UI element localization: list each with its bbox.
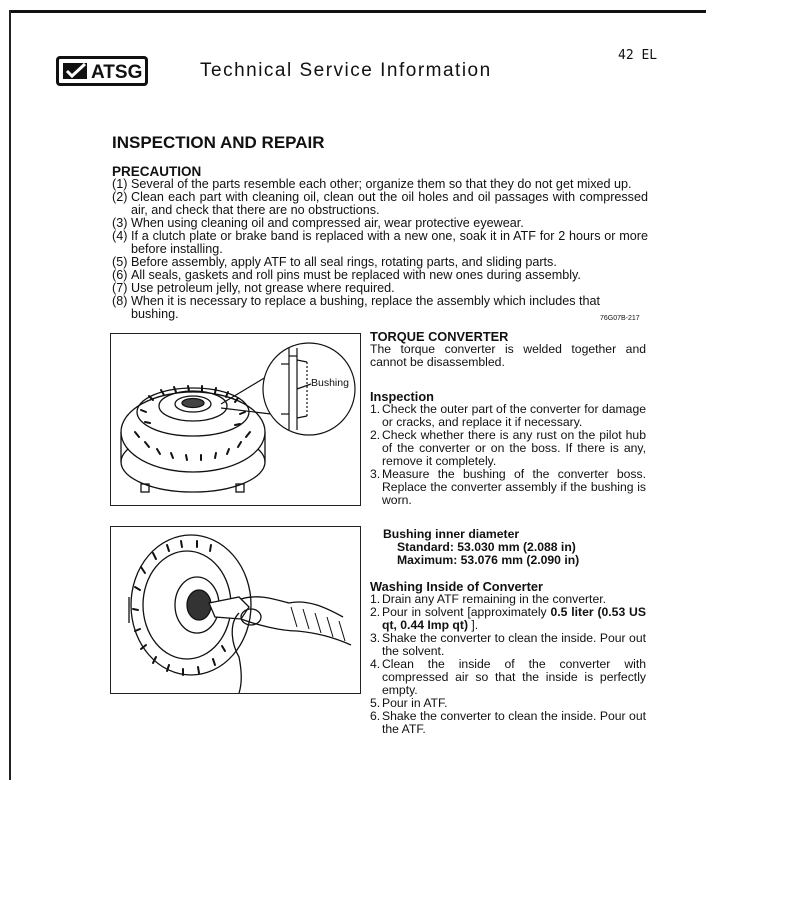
torque-converter-heading: TORQUE CONVERTER	[370, 329, 509, 344]
item-number: (5)	[112, 255, 128, 269]
section-title: INSPECTION AND REPAIR	[112, 133, 325, 152]
item-number: 3.	[370, 631, 381, 645]
item-text: Check the outer part of the converter for damage or cracks, and replace it if necessary.	[382, 402, 646, 429]
item-number: (4)	[112, 229, 128, 243]
item-number: 3.	[370, 467, 381, 481]
bushing-spec-maximum: Maximum: 53.076 mm (2.090 in)	[397, 553, 580, 567]
list-item	[370, 606, 646, 632]
item-number: 2.	[370, 605, 381, 619]
inspection-list	[370, 403, 646, 507]
item-text: When it is necessary to replace a bushing, replace the assembly which includes that bushing.	[131, 294, 601, 321]
item-text: Clean each part with cleaning oil, clean out the oil holes and oil passages with compressed air, and check that there are no obstructions.	[131, 190, 648, 217]
torque-converter-intro: The torque converter is welded together and cannot be disassembled.	[370, 342, 646, 369]
precaution-list	[112, 178, 648, 321]
item-number: (1)	[112, 177, 128, 191]
item-number: (2)	[112, 190, 128, 204]
top-border-line	[10, 10, 706, 13]
item-text: Shake the converter to clean the inside. Pour out the solvent.	[382, 631, 646, 658]
item-text: If a clutch plate or brake band is replaced with a new one, soak it in ATF for 2 hours or more before installing.	[131, 229, 648, 256]
item-number: 5.	[370, 696, 381, 710]
item-number: 1.	[370, 402, 381, 416]
item-number: 6.	[370, 709, 381, 723]
item-number: (6)	[112, 268, 128, 282]
bushing-spec	[370, 528, 646, 567]
reference-code: 76G07B-217	[600, 315, 640, 322]
bushing-spec-standard: Standard: 53.030 mm (2.088 in)	[397, 540, 576, 554]
item-text: When using cleaning oil and compressed air, wear protective eyewear.	[131, 216, 524, 230]
torque-converter-section	[370, 330, 646, 736]
inspection-heading: Inspection	[370, 389, 434, 404]
item-number: (8)	[112, 294, 128, 308]
washing-converter-figure	[110, 526, 361, 694]
precaution-heading: PRECAUTION	[112, 164, 202, 179]
torque-converter-figure	[110, 333, 361, 506]
item-text: Check whether there is any rust on the pilot hub of the converter or on the boss. If there is any, remove it completely.	[382, 428, 646, 468]
item-text: Several of the parts resemble each other; organize them so that they do not get mixed up.	[131, 177, 632, 191]
bushing-label: Bushing	[311, 377, 349, 389]
item-text-pre: Pour in solvent [approximately	[382, 605, 551, 619]
logo-lettering	[89, 60, 145, 82]
item-number: (3)	[112, 216, 128, 230]
item-text: Drain any ATF remaining in the converter.	[382, 592, 606, 606]
list-item	[370, 632, 646, 658]
item-text: Measure the bushing of the converter boss. Replace the converter assembly if the bushing is worn.	[382, 467, 646, 507]
list-item	[370, 403, 646, 429]
washing-list	[370, 593, 646, 736]
item-number: 1.	[370, 592, 381, 606]
item-text: Before assembly, apply ATF to all seal rings, rotating parts, and sliding parts.	[131, 255, 557, 269]
header-title: Technical Service Information	[200, 60, 492, 81]
item-text: Clean the inside of the converter with compressed air so that the inside is perfectly empty.	[382, 657, 646, 697]
list-item	[370, 429, 646, 468]
item-text: Shake the converter to clean the inside. Pour out the ATF.	[382, 709, 646, 736]
torque-converter-illustration	[111, 334, 360, 505]
page-number: 42 EL	[618, 48, 658, 63]
left-border-line	[9, 10, 11, 780]
item-text-bold: 0.5 liter (0.53 US qt, 0.44 Imp qt)	[382, 605, 646, 632]
list-item	[370, 658, 646, 697]
atsg-logo	[56, 56, 148, 86]
list-item	[370, 710, 646, 736]
logo-text: ATSG	[91, 62, 143, 82]
washing-converter-illustration	[111, 527, 360, 693]
item-text: Pour in ATF.	[382, 696, 448, 710]
item-text: All seals, gaskets and roll pins must be replaced with new ones during assembly.	[131, 268, 581, 282]
washing-heading: Washing Inside of Converter	[370, 579, 544, 594]
list-item	[112, 295, 648, 321]
list-item	[112, 230, 648, 256]
item-number: (7)	[112, 281, 128, 295]
list-item	[112, 191, 648, 217]
item-number: 2.	[370, 428, 381, 442]
item-number: 4.	[370, 657, 381, 671]
item-text: Use petroleum jelly, not grease where required.	[131, 281, 395, 295]
bushing-spec-heading: Bushing inner diameter	[383, 527, 520, 541]
checkmark-icon	[63, 61, 89, 81]
list-item	[370, 468, 646, 507]
item-text-post: ].	[468, 618, 479, 632]
